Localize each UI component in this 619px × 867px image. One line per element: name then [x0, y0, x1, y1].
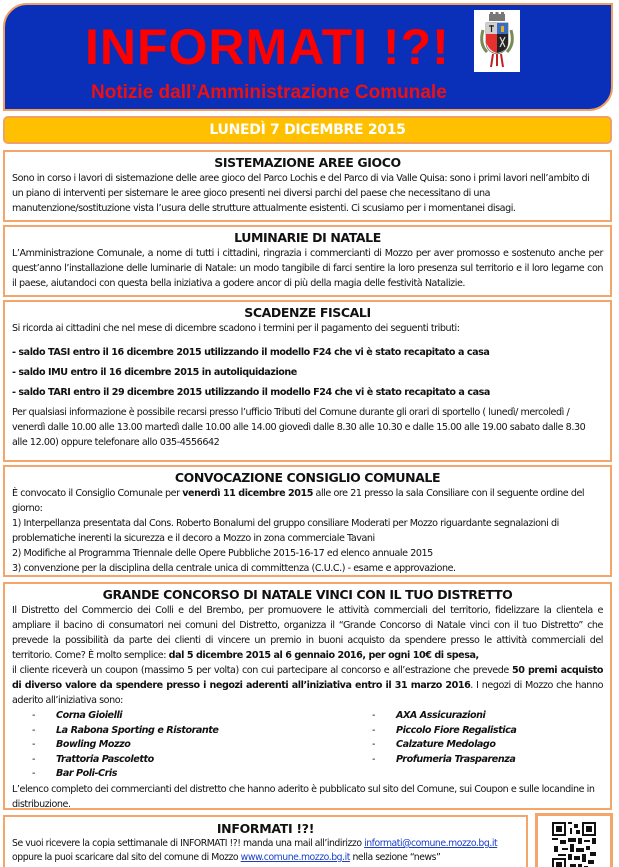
shop-item: - Calzature Medolago [372, 739, 496, 750]
shop-item: - Corna Gioielli [32, 710, 123, 721]
issue-date-bar: LUNEDÌ 7 DICEMBRE 2015 [3, 116, 612, 144]
section-christmas-contest [3, 582, 612, 810]
tax-item-imu: - saldo IMU entro il 16 dicembre 2015 in autoliquidazione [12, 367, 297, 378]
section-council-meeting [3, 465, 612, 577]
tax-item-tari: - saldo TARI entro il 29 dicembre 2015 utilizzando il modello F24 che vi è stato recapitato a casa [12, 387, 490, 398]
shop-item: - Piccolo Fiore Regalistica [372, 724, 517, 736]
agenda-item: 3) convenzione per la disciplina della centrale unica di committenza (C.U.C.) - esame e approvazione. [12, 563, 456, 574]
header-banner: INFORMATI !?! Notizie dall’Amministrazione Comunale [3, 3, 613, 111]
agenda-item: 2) Modifiche al Programma Triennale delle Opere Pubbliche 2015-16-17 ed elenco annuale 2015 [12, 548, 433, 559]
qr-code-box [535, 813, 613, 867]
section-text: Sono in corso i lavori di sistemazione delle aree gioco del Parco Lochis e del Parco di via Valle Quisa: sono i primi lavori nell’ambito di un piano di interventi per sistemare le aree gioco presenti nei diversi parchi del paese che necessitano di una manutenzione/sostituzione vista l’usura delle strutture attualmente esistenti. Ci scusiamo per i momentanei disagi. [12, 173, 590, 214]
section-christmas-lights [3, 225, 612, 297]
section-intro: Si ricorda ai cittadini che nel mese di dicembre scadono i termini per il pagamento dei seguenti tributi: [12, 323, 460, 334]
footer-line-website: oppure la puoi scaricare dal sito del comune di Mozzo www.comune.mozzo.bg.it nella sezione “news” [12, 852, 441, 863]
shop-item: - Bar Poli-Cris [32, 768, 117, 779]
section-text: L’Amministrazione Comunale, a nome di tutti i cittadini, ringrazia i commercianti di Mozzo per aver promosso e sostenuto anche per quest’anno l’installazione delle luminarie di Natale: un modo tangibile di farci sentire la loro presenza sul territorio e il loro legame con il paese, aiutandoci con questa bella iniziativa a godere ancor di più della magia delle festività Natalizie. [12, 248, 603, 289]
email-link[interactable]: informati@comune.mozzo.bg.it [364, 838, 498, 849]
tax-item-tasi: - saldo TASI entro il 16 dicembre 2015 utilizzando il modello F24 che vi è stato recapitato a casa [12, 347, 490, 358]
section-title: CONVOCAZIONE CONSIGLIO COMUNALE [174, 470, 441, 485]
section-title: SCADENZE FISCALI [244, 305, 371, 320]
contest-paragraph-2: il cliente riceverà un coupon (massimo 5 per volta) con cui partecipare al concorso e all’estrazione che prevede 50 premi acquisto di diverso valore da spendere presso i negozi aderenti all’iniziativa entro il 31 marzo 2016. I negozi di Mozzo che hanno aderito all’iniziativa sono: [12, 665, 603, 706]
section-title: LUMINARIE DI NATALE [234, 230, 381, 245]
shop-item: - Bowling Mozzo [32, 739, 131, 750]
section-tax-deadlines [3, 300, 612, 462]
footer-title: INFORMATI !?! [216, 821, 315, 836]
council-intro: È convocato il Consiglio Comunale per venerdì 11 dicembre 2015 alle ore 21 presso la sala Consiliare con il seguente ordine del giorno: [12, 488, 585, 514]
contest-paragraph-1: Il Distretto del Commercio dei Colli e del Brembo, per promuovere le attività commerciali del territorio, fidelizzare la clientela e ampliare il bacino di consumatori nei comuni del Distretto, organizza il “Grande Concorso di Natale vinci con il tuo Distretto” che prevede la possibilità da parte dei clienti di vincere un premio in buoni acquisto da spendere presso le attività commerciali del territorio. Come? È molto semplice: dal 5 dicembre 2015 al 6 gennaio 2016, per ogni 10€ di spesa, [12, 605, 603, 661]
newsletter-subtitle: Notizie dall’Amministrazione Comunale [91, 82, 447, 103]
coat-of-arms-icon [474, 10, 520, 72]
section-title: GRANDE CONCORSO DI NATALE VINCI CON IL TUO DISTRETTO [102, 587, 513, 602]
participating-shops-list [32, 709, 603, 782]
footer-line-email: Se vuoi ricevere la copia settimanale di INFORMATI !?! manda una mail all’indirizzo informati@comune.mozzo.bg.it [12, 838, 498, 849]
contest-closing: L’elenco completo dei commercianti del distretto che hanno aderito è pubblicato sul sito del Comune, sui Coupon e sulle locandine in distribuzione. [12, 783, 595, 810]
shop-item: - AXA Assicurazioni [372, 710, 486, 721]
tax-office-info: Per qualsiasi informazione è possibile recarsi presso l’ufficio Tributi del Comune durante gli orari di sportello ( lunedì/ mercoledì / venerdì dalle 10.00 alle 13.00 martedì dalle 10.00 alle 14.00 giovedì dalle 8.30 alle 10.30 e dalle 15.00 alle 19.00 sabato dalle 8.30 alle 12.00) oppure telefonare allo 035-4556642 [12, 407, 586, 448]
section-title: SISTEMAZIONE AREE GIOCO [214, 155, 401, 170]
agenda-item: 1) Interpellanza presentata dal Cons. Roberto Bonalumi del gruppo consiliare Moderati per Mozzo riguardante segnalazioni di problematiche inerenti la sicurezza e il decoro a Mozzo in zona commerciale Tavani [12, 518, 559, 544]
website-link[interactable]: www.comune.mozzo.bg.it [240, 852, 350, 863]
qr-code-icon [552, 822, 596, 867]
shop-item: - Profumeria Trasparenza [372, 753, 516, 765]
subscription-footer [3, 815, 528, 867]
section-playgrounds [3, 150, 612, 222]
shop-item: - Trattoria Pascoletto [32, 753, 154, 765]
shop-item: - La Rabona Sporting e Ristorante [32, 724, 219, 736]
